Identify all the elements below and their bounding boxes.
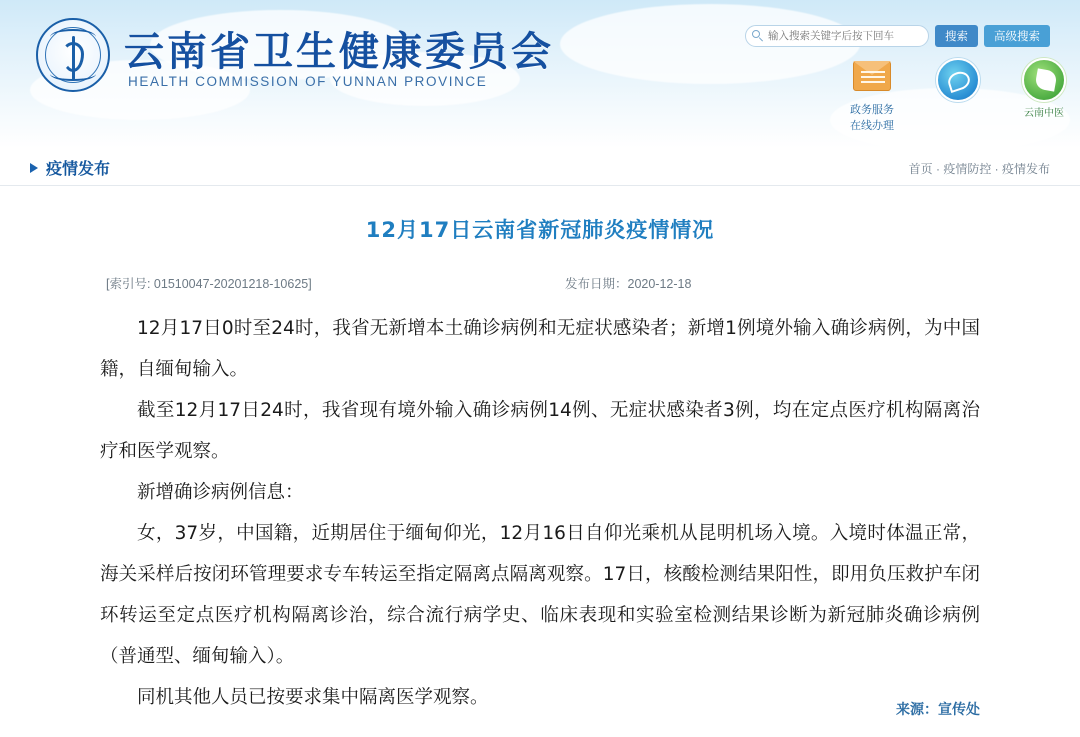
quick-link-tcm-label: 云南中医 [1024,108,1064,119]
article-paragraph: 女，37岁，中国籍，近期居住于缅甸仰光，12月16日自仰光乘机从昆明机场入境。入境时体温正常，海关采样后按闭环管理要求专车转运至指定隔离点隔离观察。17日，核酸检测结果阳性，即用负压救护车闭环转运至定点医疗机构隔离诊治，综合流行病学史、临床表现和实验室检测结果诊断为新冠肺炎确诊病例（普通型、缅甸输入）。 [100,523,980,667]
quick-link-label-line2: 在线办理 [850,120,894,132]
site-header [0,0,1080,148]
envelope-icon [852,61,892,101]
search-input-wrap[interactable] [745,25,929,47]
article-source: 来源：宣传处 [896,702,980,718]
header-quick-links [840,58,1076,133]
article-paragraph: 12月17日0时至24时，我省无新增本土确诊病例和无症状感染者；新增1例境外输入确诊病例，为中国籍，自缅甸输入。 [100,318,980,380]
search-button[interactable]: 搜索 [935,25,978,47]
channel-title-group[interactable] [30,156,110,179]
search-input[interactable] [766,29,924,43]
page-title: 12月17日云南省新冠肺炎疫情情况 [365,218,715,242]
green-leaf-badge-icon [1022,58,1066,102]
advanced-search-button[interactable]: 高级搜索 [984,25,1050,47]
quick-link-yunnan-tcm[interactable] [1012,58,1076,119]
article [0,186,1080,718]
emblem-bottom-arc [50,67,96,81]
organization-title: 云南省卫生健康委员会 [124,29,554,75]
quick-link-blue-badge[interactable] [926,58,990,104]
organization-subtitle: HEALTH COMMISSION OF YUNNAN PROVINCE [128,74,488,89]
index-number: [索引号: 01510047-20201218-10625] [106,277,312,291]
quick-link-label-line1: 政务服务 [850,104,894,116]
triangle-bullet-icon [30,163,38,173]
article-paragraph: 截至12月17日24时，我省现有境外输入确诊病例14例、无症状感染者3例，均在定点医疗机构隔离治疗和医学观察。 [100,400,980,462]
article-paragraph: 新增确诊病例信息： [137,482,304,503]
article-meta [100,274,980,294]
channel-name: 疫情发布 [46,159,111,178]
yunnan-health-commission-emblem-icon [36,18,110,92]
channel-nav-row [0,148,1080,186]
article-body [100,308,980,718]
publish-date: 发布日期：2020-12-18 [565,277,692,291]
quick-link-government-service[interactable] [840,58,904,133]
search-bar [745,25,1050,47]
blue-circle-badge-icon [936,58,980,102]
breadcrumb[interactable]: 首页 · 疫情防控 · 疫情发布 [908,162,1050,176]
article-paragraph: 同机其他人员已按要求集中隔离医学观察。 [137,687,489,708]
search-icon [752,30,765,43]
